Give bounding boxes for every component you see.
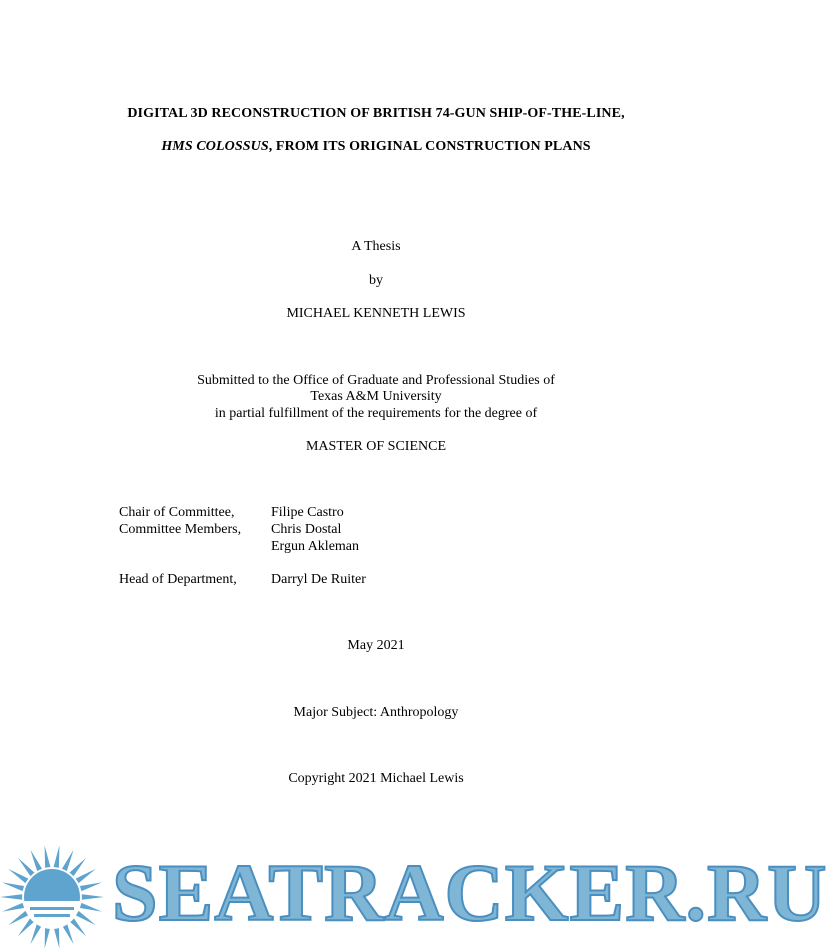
member-name-2: Ergun Akleman	[271, 539, 360, 554]
head-name: Darryl De Ruiter	[271, 572, 366, 587]
submission-line-3: in partial fulfillment of the requirements for the degree of	[214, 406, 538, 421]
thesis-kind: A Thesis	[351, 239, 401, 254]
degree-name: MASTER OF SCIENCE	[305, 439, 447, 454]
title-line-1: DIGITAL 3D RECONSTRUCTION OF BRITISH 74-GUN SHIP-OF-THE-LINE,	[127, 106, 625, 121]
member-name-1: Chris Dostal	[271, 522, 342, 537]
members-label: Committee Members,	[119, 522, 242, 537]
author-name: MICHAEL KENNETH LEWIS	[286, 306, 466, 321]
head-label: Head of Department,	[119, 572, 237, 587]
major-subject: Major Subject: Anthropology	[293, 705, 459, 720]
by-label: by	[369, 273, 383, 288]
chair-name: Filipe Castro	[271, 505, 344, 520]
title-line-2-rest: , FROM ITS ORIGINAL CONSTRUCTION PLANS	[268, 139, 591, 154]
copyright-notice: Copyright 2021 Michael Lewis	[288, 771, 464, 786]
watermark-text: SEATRACKER.RU	[112, 847, 827, 938]
chair-label: Chair of Committee,	[119, 505, 235, 520]
ship-name: HMS COLOSSUS	[161, 139, 269, 154]
submission-line-2: Texas A&M University	[310, 389, 442, 404]
submission-line-1: Submitted to the Office of Graduate and Professional Studies of	[197, 373, 555, 388]
thesis-date: May 2021	[347, 638, 405, 653]
title-line-2	[0, 139, 752, 155]
